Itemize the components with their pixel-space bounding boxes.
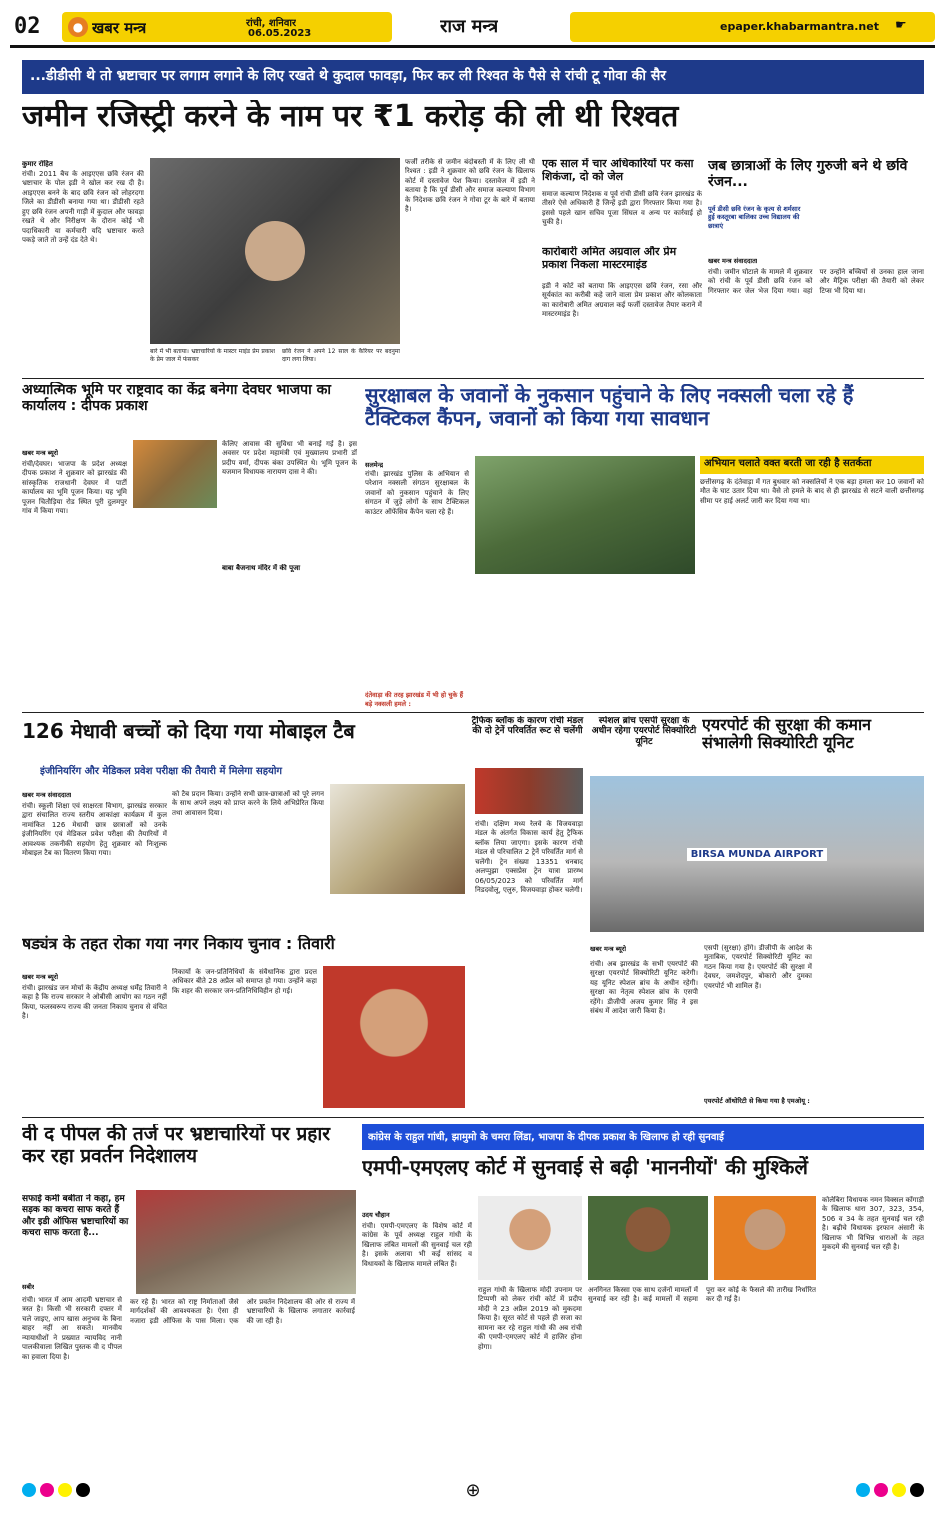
naxal-photo	[475, 456, 695, 574]
ed-photo	[136, 1190, 356, 1294]
court-byline: उदय चौहान	[362, 1211, 390, 1219]
naxal-box-body: छत्तीसगढ़ के दंतेवाड़ा में गत बुधवार को नक्सलियों ने एक बड़ा हमला कर 10 जवानों को मौत के घाट उतार दिया था। वैसे तो हमले के बाद से ही झारखंड से सटने वाली छत्तीसगढ़ सीमा पर हाई अलर्ट जारी कर दिया गया था।	[700, 478, 924, 505]
divider	[22, 1117, 924, 1118]
footer-swatches-right	[856, 1483, 924, 1497]
train-headline: ट्रैफिक ब्लॉक के कारण रांची मंडल की दो ट्रेनें परिवर्तित रूट से चलेंगी	[471, 716, 584, 737]
deoghar-byline: खबर मन्त्र ब्यूरो	[22, 449, 59, 457]
naxal-body: रांची। झारखंड पुलिस के अभियान से परेशान नक्सली संगठन सुरक्षाबल के जवानों को नुकसान पहुंचाने के लिए संगठन में जुड़े लोगों के साथ टैक्टिकल काउंटर ऑफेंसिव कैंपेन चला रहे हैं।	[365, 470, 469, 516]
ed-headline: वी द पीपल की तर्ज पर भ्रष्टाचारियों पर प्रहार कर रहा प्रवर्तन निदेशालय	[22, 1124, 331, 1167]
airport-bold-line: एयरपोर्ट ऑथोरिटी से किया गया है एमओयू :	[704, 1097, 810, 1105]
airport-photo-label: BIRSA MUNDA AIRPORT	[687, 848, 828, 861]
cursor-icon: ☛	[895, 18, 907, 33]
officers-body: समाज कल्याण निदेशक व पूर्व रांची डीसी छवि रंजन झारखंड के तीसरे ऐसे अधिकारी हैं जिन्हें इडी द्वारा गिरफ्तार किया गया है। इससे पहले खान सचिव पूजा सिंघल व अन्य पर कार्रवाई हो चुकी है।	[542, 190, 702, 227]
masthead-url[interactable]: epaper.khabarmantra.net	[720, 20, 879, 33]
airport-body: रांची। अब झारखंड के सभी एयरपोर्ट की सुरक्षा एयरपोर्ट सिक्योरिटी यूनिट करेगी। यह यूनिट स्पेशल ब्रांच के अधीन रहेगी। सुरक्षा का नेतृत्व स्पेशल ब्रांच के एसपी रहेंगे। डीजीपी अजय कुमार सिंह ने इस संबंध में आदेश जारी किया है।	[590, 960, 698, 1016]
tab-body: रांची। स्कूली शिक्षा एवं साक्षरता विभाग, झारखंड सरकार द्वारा संचालित राज्य स्तरीय आकांक्षा कार्यक्रम में कुल नामांकित 126 मेधावी छात्र छात्राओं को उनके इंजीनियरिंग एवं मेडिकल प्रवेश परीक्षा की तैयारियों में आवश्यक तकनीकी सहयोग हेतु शुक्रवार को निःशुल्क मोबाइल टैब का वितरण किया गया।	[22, 802, 167, 858]
footer-registration-mark: ⊕	[465, 1479, 481, 1501]
court-photo-1	[478, 1196, 582, 1280]
train-photo	[475, 768, 583, 814]
lead-col2: फर्जी तरीके से जमीन बंदोबस्ती में के लिए ली थी रिश्वत : इडी ने शुक्रवार को छवि रंजन के खिलाफ कोर्ट में दस्तावेज पेश किया। दस्तावेज में इडी ने बताया है कि पूर्व डीसी और समाज कल्याण विभाग के निदेशक छवि रंजन ने गोवा टूर के बारे में बताया है।	[405, 158, 535, 214]
logo-icon: ●	[68, 17, 88, 37]
ed-quote: सफाई कर्मी बबीता ने कहा, हम सड़क का कचरा साफ करते हैं और इडी ऑफिस भ्रष्टाचारियों का कचरा साफ करता है...	[22, 1194, 129, 1238]
divider	[22, 712, 924, 713]
airport-byline: खबर मन्त्र ब्यूरो	[590, 945, 627, 953]
airport-body-2: एसपी (सुरक्षा) होंगे। डीजीपी के आदेश के मुताबिक, एयरपोर्ट सिक्योरिटी यूनिट का गठन किया गया है। एयरपोर्ट की सुरक्षा में देवघर, जमशेदपुर, बोकारो और दुमका एयरपोर्ट भी शामिल हैं।	[704, 944, 812, 990]
court-body-3: अनगिनत किस्सा एक साथ दर्जनों मामलों में सुनवाई कर रही है। कई मामलों में सहमा पूरा कर कोई के फैसले की तारीख निर्धारित कर दी गई है।	[588, 1286, 816, 1304]
naxal-box-title: अभियान चलाते वक्त बरती जा रही है सतर्कता	[700, 456, 924, 474]
court-kicker: कांग्रेस के राहुल गांधी, झामुमो के चमरा लिंडा, भाजपा के दीपक प्रकाश के खिलाफ हो रही सुनवाई	[368, 1132, 724, 1143]
tab-body-2: को टैब प्रदान किया। उन्होंने सभी छात्र-छात्राओं को पूरे लगन के साथ अपने लक्ष्य को प्राप्त करने के लिये अभिप्रेरित किया तथा आवासन दिया।	[172, 790, 324, 817]
masthead-date: 06.05.2023	[248, 28, 312, 39]
airport-photo	[590, 776, 924, 932]
court-body-2: राहुल गांधी के खिलाफ मोदी उपनाम पर टिप्पणी को लेकर रांची कोर्ट में प्रदीप मोदी ने 23 अप्रैल 2019 को मुकदमा किया है। सूरत कोर्ट से पहले ही सजा का सामना कर रहे राहुल गांधी की अब रांची की एमपी-एमएलए कोर्ट में हाजिर होना होगा।	[478, 1286, 582, 1351]
tab-photo	[330, 784, 465, 894]
court-photo-2	[588, 1196, 708, 1280]
deoghar-subhead: बाबा बैजनाथ मंदिर में की पूजा	[222, 564, 301, 572]
tab-subhead: इंजीनियरिंग और मेडिकल प्रवेश परीक्षा की तैयारी में मिलेगा सहयोग	[40, 766, 283, 777]
court-kicker-bar	[362, 1124, 924, 1150]
court-body-4: कोलेबिरा विधायक नमन विक्सल कोंगाड़ी के खिलाफ धारा 307, 323, 354, 506 व 34 के तहत सुनवाई चल रही है। बढ़ीचे विधायक इरफान अंसारी के खिलाफ भी विभिन्न धाराओं के तहत मुकदमे की सुनवाई चल रही है।	[822, 1196, 924, 1252]
lead-headline: जमीन रजिस्ट्री करने के नाम पर ₹1 करोड़ की ली थी रिश्वत	[22, 100, 679, 134]
ed-body: रांची। भारत में आम आदमी भ्रष्टाचार से त्रस्त है। किसी भी सरकारी दफ्तर में चले जाइए, आप खास अनुभव के बिना बाहर नहीं आ सकते। मानवीय न्यायाधीशों ने प्रख्यात न्यायविद नानी पालकीवाला लिखित पुस्तक वी द पीपल का हवाला दिया है।	[22, 1296, 122, 1361]
tiwari-byline: खबर मन्त्र ब्यूरो	[22, 973, 59, 981]
officers-body-2: इडी ने कोर्ट को बताया कि आइएएस छवि रंजन, रसा और सूर्यकांत का करीबी कहे जाने वाला प्रेम प्रकाश और कोलकाता का कारोबारी अमित अग्रवाल कई फर्जी दस्तावेज तैयार कराने में मास्टरमाइंड है।	[542, 282, 702, 319]
logo-text: खबर मन्त्र	[92, 19, 147, 37]
airport-headline: एयरपोर्ट की सुरक्षा की कमान संभालेगी सिक्योरिटी यूनिट	[702, 716, 871, 753]
tiwari-headline: षड्यंत्र के तहत रोका गया नगर निकाय चुनाव : तिवारी	[22, 935, 335, 953]
ed-body-2: कर रहे हैं। भारत को राष्ट्र निर्माताओं जैसे मार्गदर्शकों की आवश्यकता है। ऐसा ही नजारा इडी ऑफिस के पास मिला। एक ओर प्रवर्तन निदेशालय की ओर से राज्य में भ्रष्टाचारियों के खिलाफ लगातार कार्रवाई की जा रही है।	[130, 1298, 355, 1325]
lead-photo-caption-2: छवि रंजन ने अपने 12 साल के कैरियर पर बदनुमा दाग लगा लिया।	[282, 348, 400, 364]
airport-small-headline: स्पेशल ब्रांच एसपी सुरक्षा के अधीन रहेगा एयरपोर्ट सिक्योरिटी यूनिट	[591, 716, 697, 747]
top-banner-text: ...डीडीसी थे तो भ्रष्टाचार पर लगाम लगाने के लिए रखते थे कुदाल फावड़ा, फिर कर ली रिश्वत के पैसे से रांची टू गोवा की सैर	[30, 68, 667, 84]
lead-photo	[150, 158, 400, 344]
ed-byline: सबीर	[22, 1283, 35, 1291]
masthead-logo-bar	[62, 12, 392, 42]
page-number: 02	[14, 14, 41, 39]
court-headline: एमपी-एमएलए कोर्ट में सुनवाई से बढ़ी 'माननीयों' की मुश्किलें	[362, 1156, 808, 1179]
masthead-city-day: रांची, शनिवार	[246, 18, 297, 29]
tab-byline: खबर मन्त्र संवाददाता	[22, 791, 72, 799]
tab-headline: 126 मेधावी बच्चों को दिया गया मोबाइल टैब	[22, 720, 355, 743]
girls-body: रांची। जमीन घोटाले के मामले में शुक्रवार को रांची के पूर्व डीसी छवि रंजन को गिरफ्तार कर जेल भेज दिया गया। वहां पर उन्होंने बच्चियों से उनका हाल जाना और मैट्रिक परीक्षा की तैयारी को लेकर टिप्स भी दिया था।	[708, 268, 924, 295]
train-body: रांची। दक्षिण मध्य रेलवे के विजयवाड़ा मंडल के अंतर्गत विकास कार्य हेतु ट्रैफिक ब्लॉक लिया जाएगा। इसके कारण रांची मंडल से परिचालित 2 ट्रेनें परिवर्तित मार्ग से चलेंगी। ट्रेन संख्या 13351 धनबाद अलप्पुझा एक्सप्रेस ट्रेन यात्रा प्रारम्भ 06/05/2023 को परिवर्तित मार्ग निडदवोलू, एलुरु, विजयवाड़ा होकर चलेगी।	[475, 820, 583, 895]
lead-byline: कुमार रोहित	[22, 160, 53, 168]
deoghar-body: रांची/देवघर। भाजपा के प्रदेश अध्यक्ष दीपक प्रकाश ने शुक्रवार को झारखंड की सांस्कृतिक राजधानी देवघर में पार्टी कार्यालय का भूमि पूजन किया। यह भूमि पूजन चितौड़िया रोड स्थित पूरी दुलमपुर गांव में किया गया।	[22, 460, 127, 516]
footer-registration	[22, 1478, 924, 1502]
girls-byline: खबर मन्त्र संवाददाता	[708, 257, 758, 265]
tiwari-body: रांची। झारखंड जन मोर्चा के केंद्रीय अध्यक्ष धर्मेंद्र तिवारी ने कहा है कि राज्य सरकार ने ओबीसी आयोग का गठन नहीं किया, फलस्वरूप राज्य की जनता निकाय चुनाव से वंचित है।	[22, 984, 167, 1021]
deoghar-photo	[133, 440, 217, 508]
naxal-bold-line: दंतेवाड़ा की तरह झारखंड में भी हो चुके हैं बड़े नक्सली हमले :	[365, 691, 464, 708]
masthead-url-bar	[570, 12, 935, 42]
deoghar-body-2: केलिए आवास की सुविधा भी बनाई गई है। इस अवसर पर प्रदेश महामंत्री एवं मुख्यालय प्रभारी डॉ प्रदीप वर्मा, दीपक बंका उपस्थित थे। भूमि पूजन के यजमान विधायक नारायण दास ने की।	[222, 440, 357, 477]
tiwari-body-2: निकायों के जन-प्रतिनिधियों के संवैधानिक द्वारा प्रदत्त अधिकार बीते 28 अप्रैल को समाप्त हो गया। उन्होंने कहा कि शहर की सरकार जन-प्रतिनिधिविहीन हो गई।	[172, 968, 317, 995]
tiwari-photo	[323, 966, 465, 1108]
divider	[22, 378, 924, 379]
naxal-byline: सलमेन्द्र	[365, 461, 384, 469]
footer-swatches-left	[22, 1483, 90, 1497]
court-photo-3	[714, 1196, 816, 1280]
masthead	[10, 8, 935, 48]
lead-photo-caption: बारे में भी बताया। भ्रष्टाचारियों के मास्टर माइंड प्रेम प्रकाश के प्रेम जाल में फंसकर	[150, 348, 275, 364]
court-body: रांची। एमपी-एमएलए के विशेष कोर्ट में कांग्रेस के पूर्व अध्यक्ष राहुल गांधी के खिलाफ लंबित मामलों की सुनवाई चल रही है। इसके अलावा भी कई सांसद व विधायकों के खिलाफ मामले लंबित हैं।	[362, 1222, 472, 1268]
girls-kicker: पूर्व डीसी छवि रंजन के कृत्य से शर्मसार हुई कस्तूरबा बालिका उच्च विद्यालय की छात्राएं	[708, 205, 801, 230]
masthead-section: राज मन्त्र	[440, 16, 499, 37]
girls-headline: जब छात्राओं के लिए गुरुजी बने थे छवि रंजन...	[708, 158, 908, 191]
lead-body: रांची। 2011 बैच के आइएएस छवि रंजन की भ्रष्टाचार के पोल इडी ने खोल कर रख दी है। आइएएस बनने के बाद छवि रंजन को लोहरदगा जिले का डीडीसी बनाया गया था। डीडीसी रहते हुए छवि रंजन अपनी गाड़ी में कुदाल और फावड़ा रखते थे और निरीक्षण के दौरान कोई भी पदाधिकारी या कर्मचारी यदि भ्रष्टाचार करते पकड़े जाते तो उन्हें दंड देते थे।	[22, 170, 144, 245]
officers-subhead: कारोबारी अमित अग्रवाल और प्रेम प्रकाश निकला मास्टरमाइंड	[542, 246, 677, 271]
top-banner	[22, 60, 924, 94]
deoghar-headline: अध्यात्मिक भूमि पर राष्ट्रवाद का केंद्र बनेगा देवघर भाजपा का कार्यालय : दीपक प्रकाश	[22, 382, 332, 415]
officers-headline: एक साल में चार अधिकारियों पर कसा शिकंजा, दो को जेल	[542, 158, 694, 183]
naxal-headline: सुरक्षाबल के जवानों के नुकसान पहुंचाने के लिए नक्सली चला रहे हैं टैक्टिकल कैंपन, जवानों को किया गया सावधान	[365, 384, 854, 430]
